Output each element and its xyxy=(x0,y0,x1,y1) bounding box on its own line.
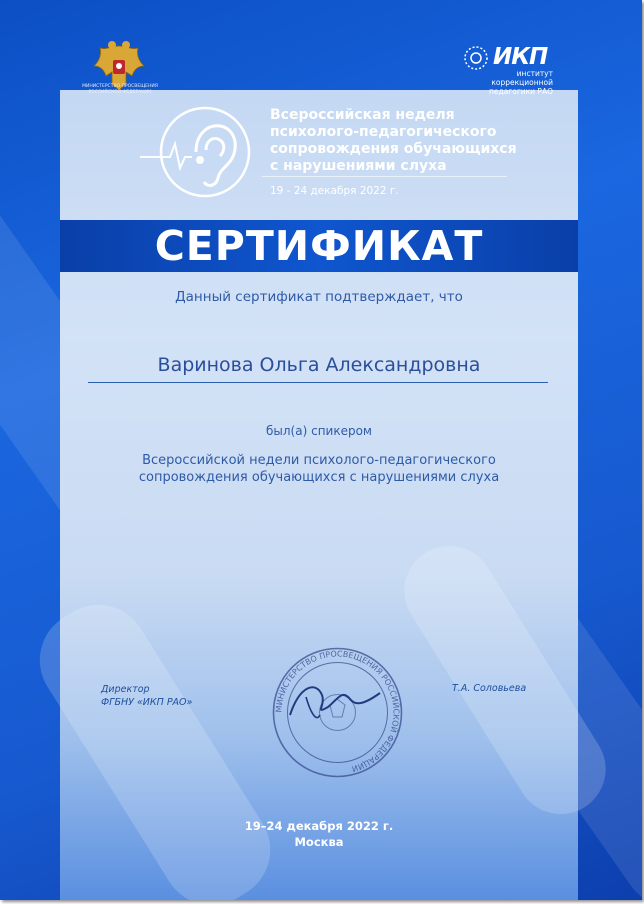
official-stamp xyxy=(270,645,405,780)
footer-dates: 19–24 декабря 2022 г. xyxy=(244,819,394,833)
event-title-line: с нарушениями слуха xyxy=(270,158,447,174)
stamp-text: МИНИСТЕРСТВО ПРОСВЕЩЕНИЯ РОССИЙСКОЙ ФЕДЕРАЦИИ xyxy=(274,649,401,774)
event-reference-line: Всероссийской недели психолого-педагогического xyxy=(142,453,496,468)
signature-scribble xyxy=(290,687,380,715)
event-reference xyxy=(60,452,578,486)
event-title-line: Всероссийская неделя xyxy=(270,107,455,123)
event-reference-line: сопровождения обучающихся с нарушениями слуха xyxy=(138,470,500,485)
event-dates: 19 - 24 декабря 2022 г. xyxy=(270,185,399,197)
signer-name: Т.А. Соловьева xyxy=(452,683,527,694)
event-title-line: психолого-педагогического xyxy=(270,124,497,140)
ministry-label: МИНИСТЕРСТВО ПРОСВЕЩЕНИЯ РОССИЙСКОЙ ФЕДЕРАЦИИ xyxy=(82,84,158,95)
ikp-subtitle xyxy=(483,69,553,96)
recipient-underline xyxy=(88,382,548,383)
ikp-logo-icon xyxy=(463,45,489,71)
panel-decoration xyxy=(21,586,289,900)
footer xyxy=(60,818,578,850)
ikp-subtitle-line: институт xyxy=(516,69,553,78)
confirmation-text: Данный сертификат подтверждает, что xyxy=(175,289,463,305)
footer-city: Москва xyxy=(294,835,344,849)
event-title xyxy=(270,107,540,175)
ikp-subtitle-line: коррекционной xyxy=(491,78,553,87)
recipient-role: был(а) спикером xyxy=(266,424,372,438)
signer-position-line: ФГБНУ «ИКП РАО» xyxy=(101,697,193,708)
certificate-title: СЕРТИФИКАТ xyxy=(154,222,484,270)
signer-position xyxy=(101,683,192,709)
ikp-subtitle-line: педагогики РАО xyxy=(489,87,553,96)
recipient-name: Варинова Ольга Александровна xyxy=(157,354,481,376)
event-divider xyxy=(262,176,507,177)
event-title-line: сопровождения обучающихся xyxy=(270,141,517,157)
ear-icon xyxy=(140,102,255,202)
signer-position-line: Директор xyxy=(101,684,150,695)
ikp-abbr: ИКП xyxy=(493,44,548,70)
